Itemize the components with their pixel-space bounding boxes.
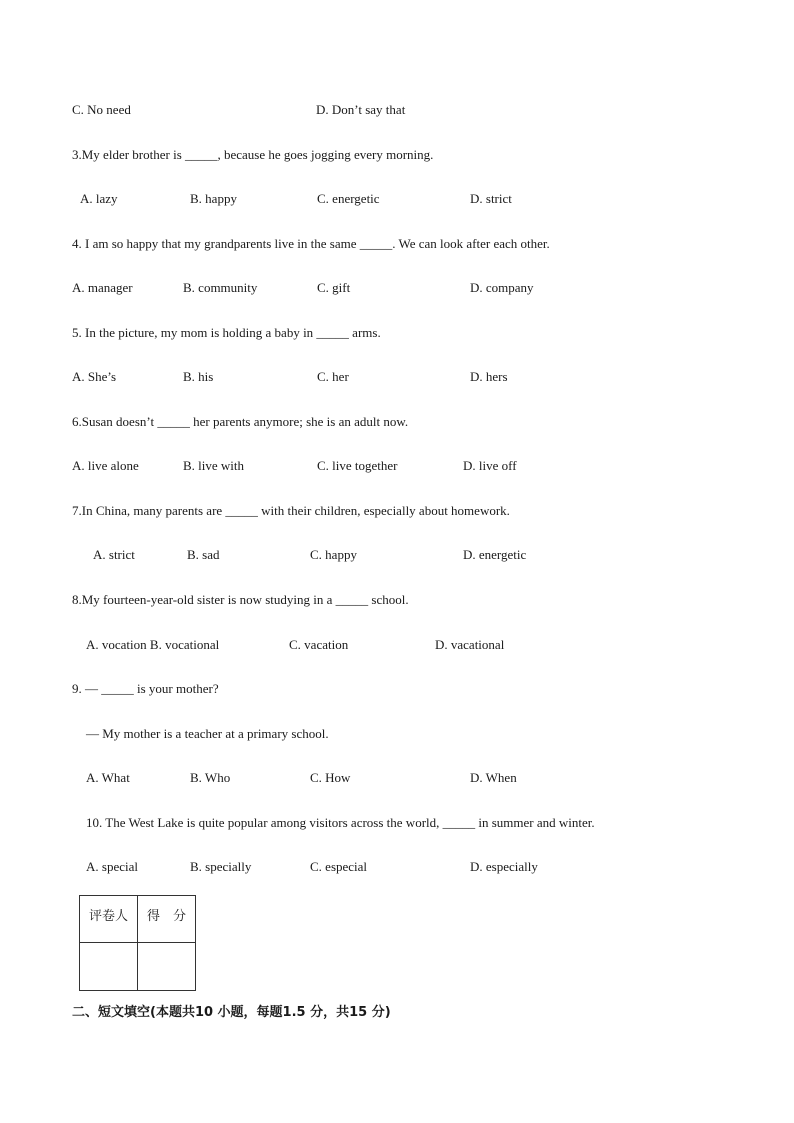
question-7-option-b: B. sad: [187, 547, 220, 562]
score-label: 得 分: [138, 896, 196, 943]
question-10-option-b: B. specially: [190, 859, 252, 874]
question-6-stem: 6.Susan doesn’t _____ her parents anymore; she is an adult now.: [72, 414, 409, 429]
question-7-option-c: C. happy: [310, 547, 357, 562]
question-7-option-d: D. energetic: [463, 547, 527, 562]
option-d-prev: D. Don’t say that: [316, 102, 406, 117]
question-3-option-a: A. lazy: [80, 191, 118, 206]
question-6-option-b: B. live with: [183, 458, 245, 473]
question-10-stem: 10. The West Lake is quite popular among visitors across the world, _____ in summer and winter.: [86, 815, 595, 830]
question-9-option-b: B. Who: [190, 770, 231, 785]
grader-cell[interactable]: [80, 943, 138, 991]
question-3-stem: 3.My elder brother is _____, because he goes jogging every morning.: [72, 147, 434, 162]
score-table: [79, 895, 196, 991]
option-c-prev: C. No need: [72, 102, 131, 117]
question-10-option-a: A. special: [86, 859, 138, 874]
question-10-option-d: D. especially: [470, 859, 538, 874]
question-4-option-c: C. gift: [317, 280, 351, 295]
question-9-option-a: A. What: [86, 770, 130, 785]
score-cell[interactable]: [138, 943, 196, 991]
question-3-option-b: B. happy: [190, 191, 237, 206]
question-9-option-d: D. When: [470, 770, 517, 785]
question-8-option-c: C. vacation: [289, 637, 349, 652]
question-5-option-a: A. She’s: [72, 369, 117, 384]
question-5-option-d: D. hers: [470, 369, 508, 384]
question-6-option-d: D. live off: [463, 458, 517, 473]
question-4-option-b: B. community: [183, 280, 258, 295]
question-5-stem: 5. In the picture, my mom is holding a baby in _____ arms.: [72, 325, 381, 340]
question-5-option-b: B. his: [183, 369, 214, 384]
question-9-stem: 9. — _____ is your mother?: [72, 681, 219, 696]
question-3-option-c: C. energetic: [317, 191, 380, 206]
question-9-reply: — My mother is a teacher at a primary school.: [86, 726, 329, 741]
question-9-option-c: C. How: [310, 770, 351, 785]
question-7-stem: 7.In China, many parents are _____ with their children, especially about homework.: [72, 503, 510, 518]
question-6-option-c: C. live together: [317, 458, 398, 473]
question-4-option-a: A. manager: [72, 280, 133, 295]
question-4-option-d: D. company: [470, 280, 534, 295]
question-5-option-c: C. her: [317, 369, 349, 384]
section-heading: 二、短文填空(本题共10 小题，每题1.5 分，共15 分): [72, 1005, 391, 1020]
question-8-option-d: D. vacational: [435, 637, 505, 652]
question-10-option-c: C. especial: [310, 859, 368, 874]
question-8-stem: 8.My fourteen-year-old sister is now studying in a _____ school.: [72, 592, 409, 607]
question-4-stem: 4. I am so happy that my grandparents live in the same _____. We can look after each other.: [72, 236, 550, 251]
question-7-option-a: A. strict: [93, 547, 135, 562]
question-3-option-d: D. strict: [470, 191, 512, 206]
question-6-option-a: A. live alone: [72, 458, 139, 473]
grader-label: 评卷人: [80, 896, 138, 943]
question-8-option-ab: A. vocation B. vocational: [86, 637, 220, 652]
